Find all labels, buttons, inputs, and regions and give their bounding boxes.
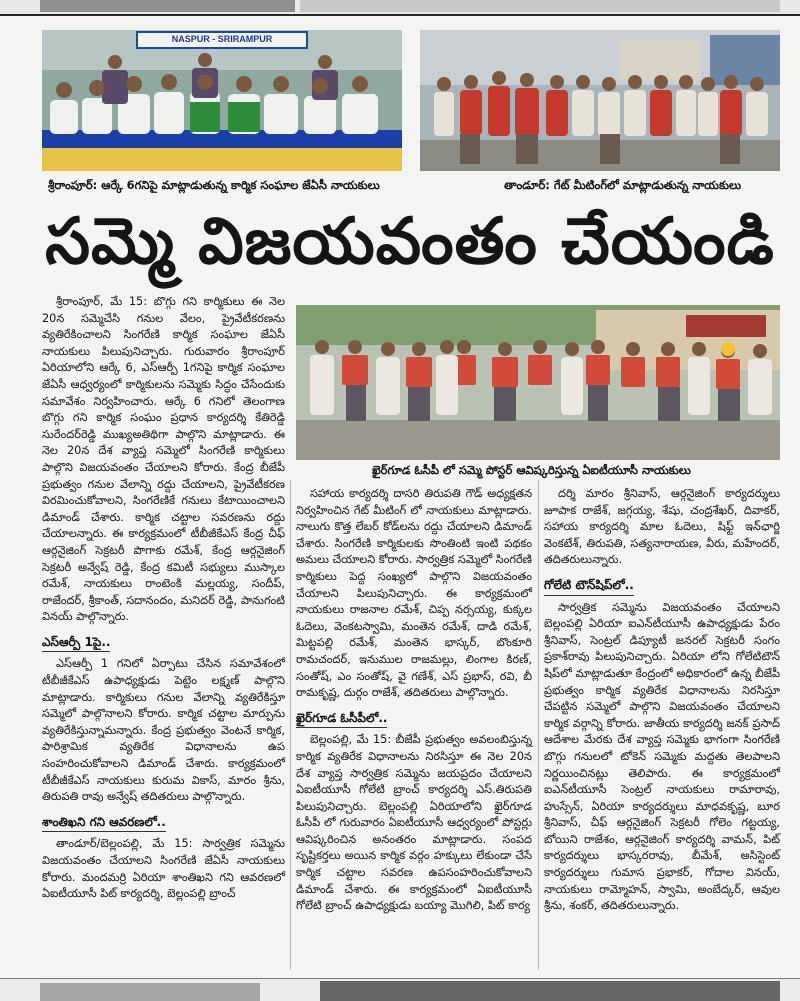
photo-tandur-gate-meeting <box>420 30 780 171</box>
article-column-1 <box>42 294 285 903</box>
previous-text-edge <box>300 0 780 12</box>
next-photo-edge <box>40 983 260 1001</box>
column-divider-1 <box>290 480 291 970</box>
col1-subheading-shantikhani: శాంతిఖని గని ఆవరణలో.. <box>42 814 166 833</box>
next-article-strip <box>0 978 800 1001</box>
col2-subheading-khairguda: ఖైర్‌గూడ ఓసీపీలో.. <box>296 710 387 729</box>
caption-srirampur: శ్రీరాంపూర్: ఆర్కే 6గనిపై మాట్లాడుతున్న కార్మిక సంఘాల జేఏసీ నాయకులు <box>48 178 380 192</box>
article-column-2 <box>296 486 532 915</box>
col1-para-1: శ్రీరాంపూర్, మే 15: బొగ్గు గని కార్మికులు ఈ నెల 20న సమ్మెచేసి గనుల వేలం, ప్రైవేటీకరణను వ్యతిరేకించాలని సింగరేణి కార్మిక సంఘాల జేఏసీ నాయకులు పిలుపునిచ్చారు. గురువారం శ్రీరాంపూర్ ఏరియాలోని ఆర్కే 6, ఎస్ఆర్పీ 1గనిపై కార్మిక సంఘాల జేఏసీ ఆధ్వర్యంలో కార్మికులను సమ్మెకు సిద్ధం చేసేందుకు సమావేశం నిర్వహించారు. ఆర్కే 6 గనిలో తెలంగాణ బొగ్గు గని కార్మిక సంఘం ప్రధాన కార్యదర్శి కేతిరెడ్డి సురేందర్‌రెడ్డి ముఖ్యఅతిథిగా పాల్గొని మాట్లాడారు. ఈ నెల 20న దేశ వ్యాప్త సమ్మెలో సింగరేణి కార్మికులు పాల్గొని విజయవంతం చేయాలని కోరారు. కేంద్ర బీజేపీ ప్రభుత్వం గనుల వేలాన్ని రద్దు చేయాలని, ప్రైవేటీకరణ విరమించుకోవాలని, సింగరేణికే గనులు కేటాయించాలని డిమాండ్ చేశారు. కార్మిక చట్టాల సవరణను రద్దు చేయాలన్నారు. ఈ కార్యక్రమంలో టీబీజీకేఎస్ కేంద్ర చీఫ్ ఆర్గనైజింగ్ సెక్రటరీ పొగాకు రమేశ్, కేంద్ర ఆర్గనైజింగ్ సెక్రటరీ అన్వేష్ రెడ్డి, కేంద్ర కమిటీ సభ్యులు ముస్కాల రమేశ్, నాయకులు రాంటెంకి మల్లయ్య, సందీప్, రాజేందర్, శ్రీకాంత్, సదానందం, మనిదర్ రెడ్డి, పానుగంటి వినయ్ పాల్గొన్నారు. <box>42 295 285 624</box>
article-column-3 <box>544 486 780 915</box>
col2-para-2: బెల్లంపల్లి, మే 15: బీజేపీ ప్రభుత్వం అవలంబిస్తున్న కార్మిక వ్యతిరేక విధానాలను నిరసిస్తూ ఈ నెల 20న దేశ వ్యాప్త సార్వత్రిక సమ్మెను జయప్రదం చేయాలని ఏఐటీయూసీ గోలేటి బ్రాంచ్ కార్యదర్శి ఎస్.తిరుపతి పిలుపునిచ్చారు. బెల్లంపల్లి ఏరియాలోని ఖైర్‌గూడ ఓసీపీ లో గురువారం ఏఐటీయూసీ ఆధ్వర్యంలో పోస్టర్లు ఆవిష్కరించిన అనంతరం మాట్లాడారు. సంపద సృష్టికర్తలు అయిన కార్మిక వర్గం హక్కులు లేకుండా చేసే కార్మిక చట్టాల సవరణ ఉపసంహరించుకోవాలని డిమాండ్ చేశారు. ఈ కార్యక్రమంలో ఏఐటీయూసీ గోలేటి బ్రాంచ్ ఉపాధ్యక్షుడు బయ్యా మొగిలి, పిట్ కార్య <box>296 733 532 913</box>
photo-khairguda-poster <box>296 305 780 460</box>
caption-tandur: తాండూర్: గేట్ మీటింగ్‌లో మాట్లాడుతున్న నాయకులు <box>504 178 742 192</box>
previous-article-strip <box>0 0 800 16</box>
col2-para-1: సహాయ కార్యదర్శి దాసరి తిరుపతి గౌడ్ అధ్యక్షతన నిర్వహించిన గేట్ మీటింగ్ లో నాయకులు మాట్లాడారు. నాలుగు కొత్త లేబర్ కోడ్‌లను రద్దు చేయాలని డిమాండ్ చేశారు. సింగరేణి కార్మికులకు సొంతింటి ఇంటి పథకం అమలు చేయాలని కోరారు. సార్వత్రిక సమ్మెలో సింగరేణి కార్మికులు పెద్ద సంఖ్యలో పాల్గొని విజయవంతం చేయాలని పిలుపునిచ్చారు. ఈ కార్యక్రమంలో నాయకులు రాజనాల రమేశ్, చిప్ప నర్సయ్య, కుక్కల ఓదెలు, వెంకటస్వామి, మంతెన రమేశ్, దాడి రమేశ్, మిట్టపల్లి రమేశ్, మంతెన భాస్కర్, బొంకూరి రామచందర్, ఇనుముల రాజమల్లు, లింగాల కిరణ్, సంతోష్, ఎం సంతోష్, వై గణేశ్, ఎస్ ప్రభాస్, రవి, బీ రామకృష్ణ, దుర్గం రాజేశ్, తదితరులు పాల్గొన్నారు. <box>296 487 532 700</box>
col1-para-3: తాండూర్/బెల్లంపల్లి, మే 15: సార్వత్రిక సమ్మెను విజయవంతం చేయాలని సింగరేణి జేఏసీ నాయకులు కోరారు. మందమర్రి ఏరియా శాంతిఖని గని ఆవరణలో ఏఐటీయూసీ పిట్ కార్యదర్శి, బెల్లంపల్లి బ్రాంచ్ <box>42 837 285 901</box>
banner-text: NASPUR - SRIRAMPUR <box>171 34 273 44</box>
col1-subheading-srp1: ఎస్ఆర్పీ 1పై.. <box>42 634 110 653</box>
col1-para-2: ఎస్ఆర్పీ 1 గనిలో ఏర్పాటు చేసిన సమావేశంలో టీబీజీకేఎస్ ఉపాధ్యక్షుడు పెట్టెం లక్ష్మణ్ పాల్గొని మాట్లాడారు. కార్మికులు గనుల వేలాన్ని వ్యతిరేకిస్తూ సమ్మెలో పాల్గొనాలని కోరారు. కార్మిక చట్టాల మార్పును వ్యతిరేకిస్తున్నామన్నారు. కేంద్ర ప్రభుత్వం వెంటనే కార్మిక, పారిశ్రామిక వ్యతిరేక విధానాలను ఉప సంహరించుకోవాలని డిమాండ్ చేశారు. కార్యక్రమంలో టీబీజీకేఎస్ నాయకులు కురుమ వికాస్, మారం శ్రీను, తిరుపతి రావు అన్వేష్ తదితరులు పాల్గొన్నారు. <box>42 657 285 804</box>
col3-para-1: దర్శి మారం శ్రీనివాస్, ఆర్గనైజింగ్ కార్యదర్శులు జూపాక రాజేశ్, జగ్గయ్య, శేషు, చంద్రశేఖర్, దివాకర్, సహాయ కార్యదర్శి మాల ఓదెలు, షిఫ్ట్ ఇన్‌ఛార్జి వెంకటేశ్, తిరుపతి, సత్యనారాయణ, వీరు, మహేందర్, తదితరులున్నారు. <box>544 487 780 567</box>
col3-para-2: సార్వత్రిక సమ్మెను విజయవంతం చేయాలని బెల్లంపల్లి ఏరియా ఐఎన్‌టీయూసీ ఉపాధ్యక్షుడు పేరం శ్రీనివాస్, సెంట్రల్ డిప్యూటీ జనరల్ సెక్రటరీ సంగం ప్రకాశ్‌రావు పిలుపునిచ్చారు. ఏరియా లోని గోలేటిటౌన్ షిప్‌లో మాట్లాడుతూ కేంద్రంలో అధికారంలో ఉన్న బీజేపీ ప్రభుత్వం కార్మిక వ్యతిరేక విధానాలను నిరసిస్తూ చేపట్టిన సమ్మెలో పాల్గొని విజయవంతం చేయాలని కార్మిక వర్గాన్ని కోరారు. జాతీయ కార్యదర్శి జనక్ ప్రసాద్ ఆదేశాల మేరకు దేశ వ్యాప్త సమ్మెకు భాగంగా సింగరేణి బొగ్గు గనులలో టోకెన్ సమ్మెకు మద్దతు తెలపాలని నిర్ణయించినట్లు తెలిపారు. ఈ కార్యక్రమంలో ఐఎన్‌టీయూసీ సెంట్రల్ నాయకులు రామారావు, హుస్సేన్, ఏరియా కార్యదర్శులు మాధవకృష్ణ, బూర శ్రీనివాస్, చీఫ్ ఆర్గనైజింగ్ సెక్రటరీ గోలెం గట్టయ్య, బోయిని రాజేశం, ఆర్గనైజింగ్ కార్యదర్శి వామన్, పిట్ కార్యదర్శులు భాస్కరరావు, బీమేశ్, అసిస్టెంట్ కార్యదర్శులు గుమాస ప్రభాకర్, గోదాల వినయ్, నాయకులు రామ్మోహన్, స్వామి, అంబేద్కర్, ఆవుల శ్రీను, శంకర్, తదితరులున్నారు. <box>544 600 780 913</box>
column-divider-2 <box>538 480 539 970</box>
caption-khairguda: ఖైర్‌గూడ ఓసీపీ లో సమ్మె పోస్టర్ ఆవిష్కరిస్తున్న ఏఐటీయూసీ నాయకులు <box>372 463 691 477</box>
photo-tandur-scene <box>420 30 780 171</box>
page-headline: సమ్మె విజయవంతం చేయండి <box>45 205 775 279</box>
photo-srirampur-meeting <box>42 30 402 171</box>
photo-srirampur-scene <box>42 30 402 171</box>
previous-photo-edge <box>40 0 295 12</box>
next-headline-edge <box>320 981 780 1001</box>
photo-khairguda-scene <box>296 305 780 460</box>
col3-subheading-goleti: గోలేటి టౌన్‌షిప్‌లో.. <box>544 577 634 596</box>
